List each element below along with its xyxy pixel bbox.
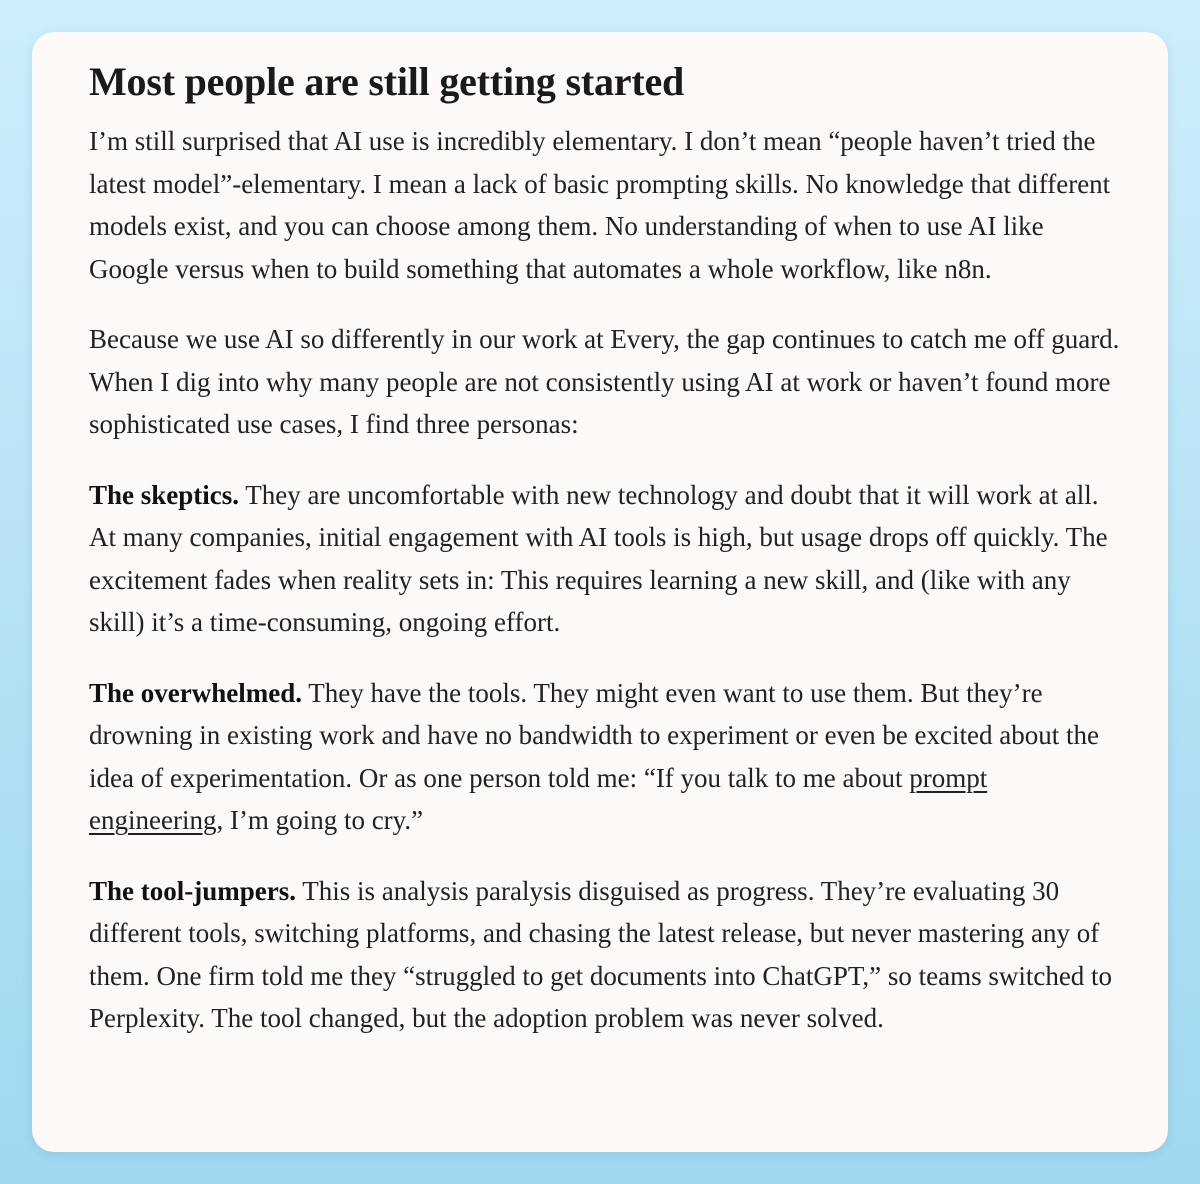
prompt-engineering-link[interactable]: prompt engineering	[89, 762, 988, 835]
persona-label-tool-jumpers: The tool-jumpers.	[89, 875, 296, 906]
paragraph-intro: I’m still surprised that AI use is incredibly elementary. I don’t mean “people haven’t tried the latest model”-elementary. I mean a lack of basic prompting skills. No knowledge that different models exist, and you can choose among them. No understanding of when to use AI like Google versus when to build something that automates a whole workflow, like n8n.	[89, 126, 1111, 284]
paragraph-gap: Because we use AI so differently in our work at Every, the gap continues to catch me off guard. When I dig into why many people are not consistently using AI at work or haven’t found more sophisticated use cases, I find three personas:	[89, 324, 1120, 439]
paragraph-overwhelmed	[89, 672, 1128, 842]
persona-label-overwhelmed: The overwhelmed.	[89, 677, 302, 708]
persona-label-skeptics: The skeptics.	[89, 479, 240, 510]
article-heading: Most people are still getting started	[89, 59, 685, 104]
persona-text-skeptics: They are uncomfortable with new technology and doubt that it will work at all. At many companies, initial engagement with AI tools is high, but usage drops off quickly. The excitement fades when reality sets in: This requires learning a new skill, and (like with any skill) it’s a time-consuming, ongoing effort.	[89, 479, 1108, 637]
persona-text-overwhelmed: They have the tools. They might even want to use them. But they’re drowning in existing work and have no bandwidth to experiment or even be excited about the idea of experimentation. Or as one person told me: “If you talk to me about	[89, 677, 1099, 793]
persona-text-overwhelmed-end: , I’m going to cry.”	[216, 805, 424, 835]
paragraph-skeptics	[89, 474, 1128, 644]
article-card	[32, 32, 1168, 1152]
paragraph-tool-jumpers	[89, 870, 1128, 1040]
persona-text-tool-jumpers: This is analysis paralysis disguised as progress. They’re evaluating 30 different tools, switching platforms, and chasing the latest release, but never mastering any of them. One firm told me they “struggled to get documents into ChatGPT,” so teams switched to Perplexity. The tool changed, but the adoption problem was never solved.	[89, 875, 1113, 1033]
